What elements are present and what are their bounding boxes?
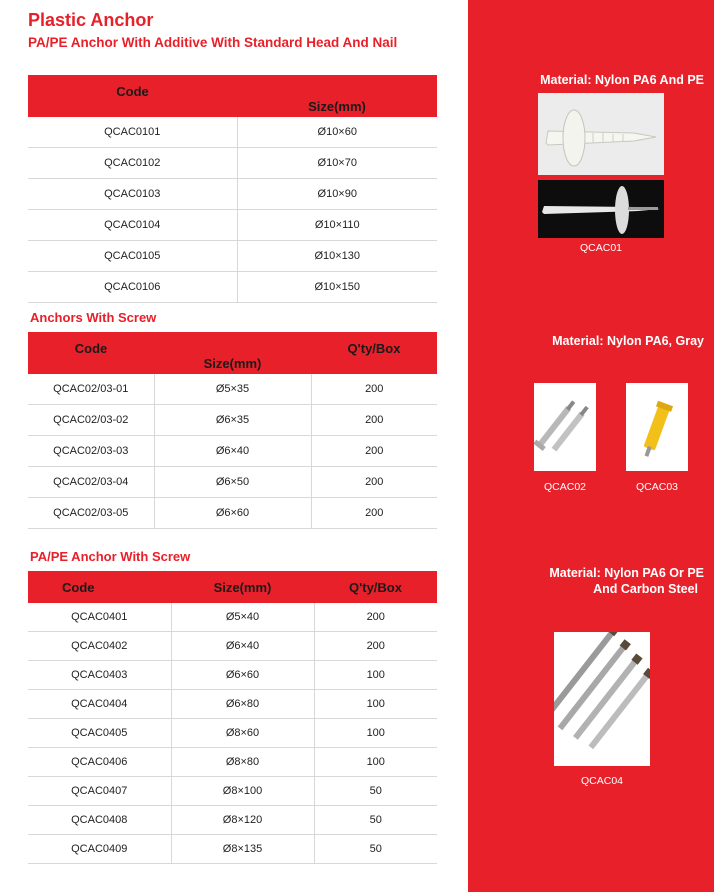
cell-qty: 200	[314, 603, 437, 632]
gray-anchor-screw-icon	[534, 383, 596, 471]
anchors-with-screw-table	[28, 332, 437, 529]
insulation-anchor-nail-icon	[538, 180, 664, 238]
material-label-qcac04	[549, 565, 704, 597]
cell-size: Ø10×60	[237, 117, 437, 148]
table-row	[28, 272, 437, 303]
cell-code: QCAC0106	[28, 272, 237, 303]
col-header-code: Code	[28, 571, 171, 603]
cell-code: QCAC02/03-04	[28, 467, 154, 498]
col-header-qty: Q'ty/Box	[311, 332, 437, 374]
cell-size: Ø8×80	[171, 748, 314, 777]
cell-code: QCAC0402	[28, 632, 171, 661]
cell-size: Ø8×60	[171, 719, 314, 748]
col-header-code: Code	[28, 75, 237, 117]
cell-size: Ø10×130	[237, 241, 437, 272]
cell-qty: 200	[311, 374, 437, 405]
anchor-steel-screw-icon	[554, 632, 650, 766]
table-row	[28, 405, 437, 436]
table-row	[28, 690, 437, 719]
cell-qty: 100	[314, 719, 437, 748]
cell-size: Ø10×90	[237, 179, 437, 210]
material-panel	[468, 0, 714, 892]
cell-qty: 200	[311, 436, 437, 467]
table-row	[28, 117, 437, 148]
col-header-size: Size(mm)	[171, 571, 314, 603]
table-row	[28, 632, 437, 661]
cell-size: Ø6×80	[171, 690, 314, 719]
cell-qty: 200	[311, 467, 437, 498]
col-header-code: Code	[28, 332, 154, 374]
photo-insulation-anchor-light	[538, 93, 664, 175]
cell-size: Ø6×60	[171, 661, 314, 690]
cell-code: QCAC0401	[28, 603, 171, 632]
cell-code: QCAC02/03-05	[28, 498, 154, 529]
insulation-anchor-icon	[538, 93, 664, 175]
table-row	[28, 374, 437, 405]
cell-size: Ø10×150	[237, 272, 437, 303]
cell-code: QCAC0409	[28, 835, 171, 864]
table-row	[28, 748, 437, 777]
cell-size: Ø8×120	[171, 806, 314, 835]
cell-qty: 100	[314, 690, 437, 719]
cell-size: Ø5×40	[171, 603, 314, 632]
caption-qcac01: QCAC01	[579, 242, 622, 254]
cell-code: QCAC0407	[28, 777, 171, 806]
photo-insulation-anchor-dark	[538, 180, 664, 238]
material-label-qcac01: Material: Nylon PA6 And PE	[540, 73, 704, 87]
cell-size: Ø8×100	[171, 777, 314, 806]
standard-head-anchor-table	[28, 75, 437, 303]
table-row	[28, 806, 437, 835]
section-title-pa-pe-anchor-with-screw: PA/PE Anchor With Screw	[30, 549, 191, 564]
cell-code: QCAC02/03-03	[28, 436, 154, 467]
col-header-qty: Q'ty/Box	[314, 571, 437, 603]
caption-qcac03: QCAC03	[635, 481, 678, 493]
table-row	[28, 210, 437, 241]
table-row	[28, 148, 437, 179]
material-label-line2: And Carbon Steel	[593, 582, 698, 596]
photo-gray-nylon-anchor	[534, 383, 596, 471]
cell-code: QCAC0406	[28, 748, 171, 777]
cell-qty: 200	[311, 498, 437, 529]
cell-code: QCAC0404	[28, 690, 171, 719]
table-row	[28, 661, 437, 690]
cell-code: QCAC0405	[28, 719, 171, 748]
table-row	[28, 467, 437, 498]
page-title: Plastic Anchor	[28, 10, 154, 30]
caption-qcac02: QCAC02	[543, 481, 586, 493]
table-row	[28, 241, 437, 272]
section-title-anchors-with-screw: Anchors With Screw	[30, 310, 157, 325]
cell-code: QCAC0408	[28, 806, 171, 835]
cell-qty: 100	[314, 748, 437, 777]
pa-pe-anchor-with-screw-table	[28, 571, 437, 864]
cell-code: QCAC0104	[28, 210, 237, 241]
col-header-size: Size(mm)	[237, 75, 437, 117]
table-row	[28, 603, 437, 632]
cell-size: Ø10×70	[237, 148, 437, 179]
cell-size: Ø6×40	[171, 632, 314, 661]
table-row	[28, 777, 437, 806]
cell-qty: 50	[314, 835, 437, 864]
cell-size: Ø8×135	[171, 835, 314, 864]
cell-qty: 100	[314, 661, 437, 690]
cell-size: Ø6×60	[154, 498, 311, 529]
cell-size: Ø5×35	[154, 374, 311, 405]
material-label-line1: Material: Nylon PA6 Or PE	[549, 566, 704, 580]
cell-code: QCAC0103	[28, 179, 237, 210]
page-subtitle: PA/PE Anchor With Additive With Standard Head And Nail	[28, 35, 398, 50]
cell-size: Ø6×35	[154, 405, 311, 436]
col-header-size: Size(mm)	[154, 332, 311, 374]
table-row	[28, 498, 437, 529]
cell-code: QCAC0403	[28, 661, 171, 690]
cell-size: Ø6×50	[154, 467, 311, 498]
cell-code: QCAC0102	[28, 148, 237, 179]
table-row	[28, 436, 437, 467]
yellow-anchor-screw-icon	[626, 383, 688, 471]
cell-qty: 200	[311, 405, 437, 436]
photo-yellow-nylon-anchor	[626, 383, 688, 471]
cell-code: QCAC0105	[28, 241, 237, 272]
table-row	[28, 179, 437, 210]
cell-size: Ø10×110	[237, 210, 437, 241]
cell-qty: 50	[314, 806, 437, 835]
material-label-qcac02-03: Material: Nylon PA6, Gray	[552, 334, 704, 348]
cell-size: Ø6×40	[154, 436, 311, 467]
cell-code: QCAC02/03-01	[28, 374, 154, 405]
table-row	[28, 835, 437, 864]
cell-code: QCAC02/03-02	[28, 405, 154, 436]
cell-qty: 50	[314, 777, 437, 806]
caption-qcac04: QCAC04	[580, 775, 623, 787]
photo-anchor-with-steel-screw	[554, 632, 650, 766]
table-row	[28, 719, 437, 748]
cell-qty: 200	[314, 632, 437, 661]
cell-code: QCAC0101	[28, 117, 237, 148]
